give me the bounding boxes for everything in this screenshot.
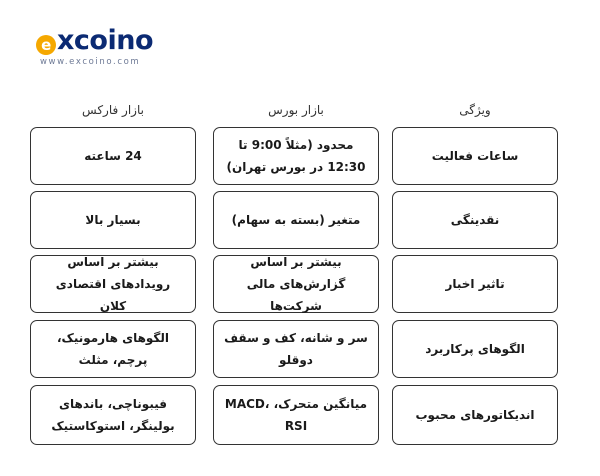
cell-forex: بیشتر بر اساس رویدادهای اقتصادی کلان xyxy=(30,255,196,313)
header-forex-market: بازار فارکس xyxy=(82,103,144,117)
cell-stock: سر و شانه، کف و سقف دوقلو xyxy=(213,320,379,378)
cell-stock: محدود (مثلاً 9:00 تا 12:30 در بورس تهران) xyxy=(213,127,379,185)
cell-forex: 24 ساعته xyxy=(30,127,196,185)
cell-feature: نقدینگی xyxy=(392,191,558,249)
cell-forex: بسیار بالا xyxy=(30,191,196,249)
cell-forex: الگوهای هارمونیک، پرچم، مثلث xyxy=(30,320,196,378)
cell-stock: میانگین متحرک، MACD، RSI xyxy=(213,385,379,445)
header-stock-market: بازار بورس xyxy=(268,103,324,117)
cell-stock: متغیر (بسته به سهام) xyxy=(213,191,379,249)
logo-url: www.excoino.com xyxy=(40,57,141,67)
cell-feature: الگوهای پرکاربرد xyxy=(392,320,558,378)
cell-feature: ساعات فعالیت xyxy=(392,127,558,185)
header-feature: ویژگی xyxy=(459,103,491,117)
excoino-logo xyxy=(36,26,153,67)
cell-stock: بیشتر بر اساس گزارش‌های مالی شرکت‌ها xyxy=(213,255,379,313)
logo-wordmark xyxy=(36,26,153,56)
logo-coin-icon: e xyxy=(36,35,56,55)
cell-feature: تاثیر اخبار xyxy=(392,255,558,313)
cell-forex: فیبوناچی، باندهای بولینگر، استوکاستیک xyxy=(30,385,196,445)
logo-word: xcoino xyxy=(57,25,153,56)
table-header xyxy=(0,103,600,123)
cell-feature: اندیکاتورهای محبوب xyxy=(392,385,558,445)
